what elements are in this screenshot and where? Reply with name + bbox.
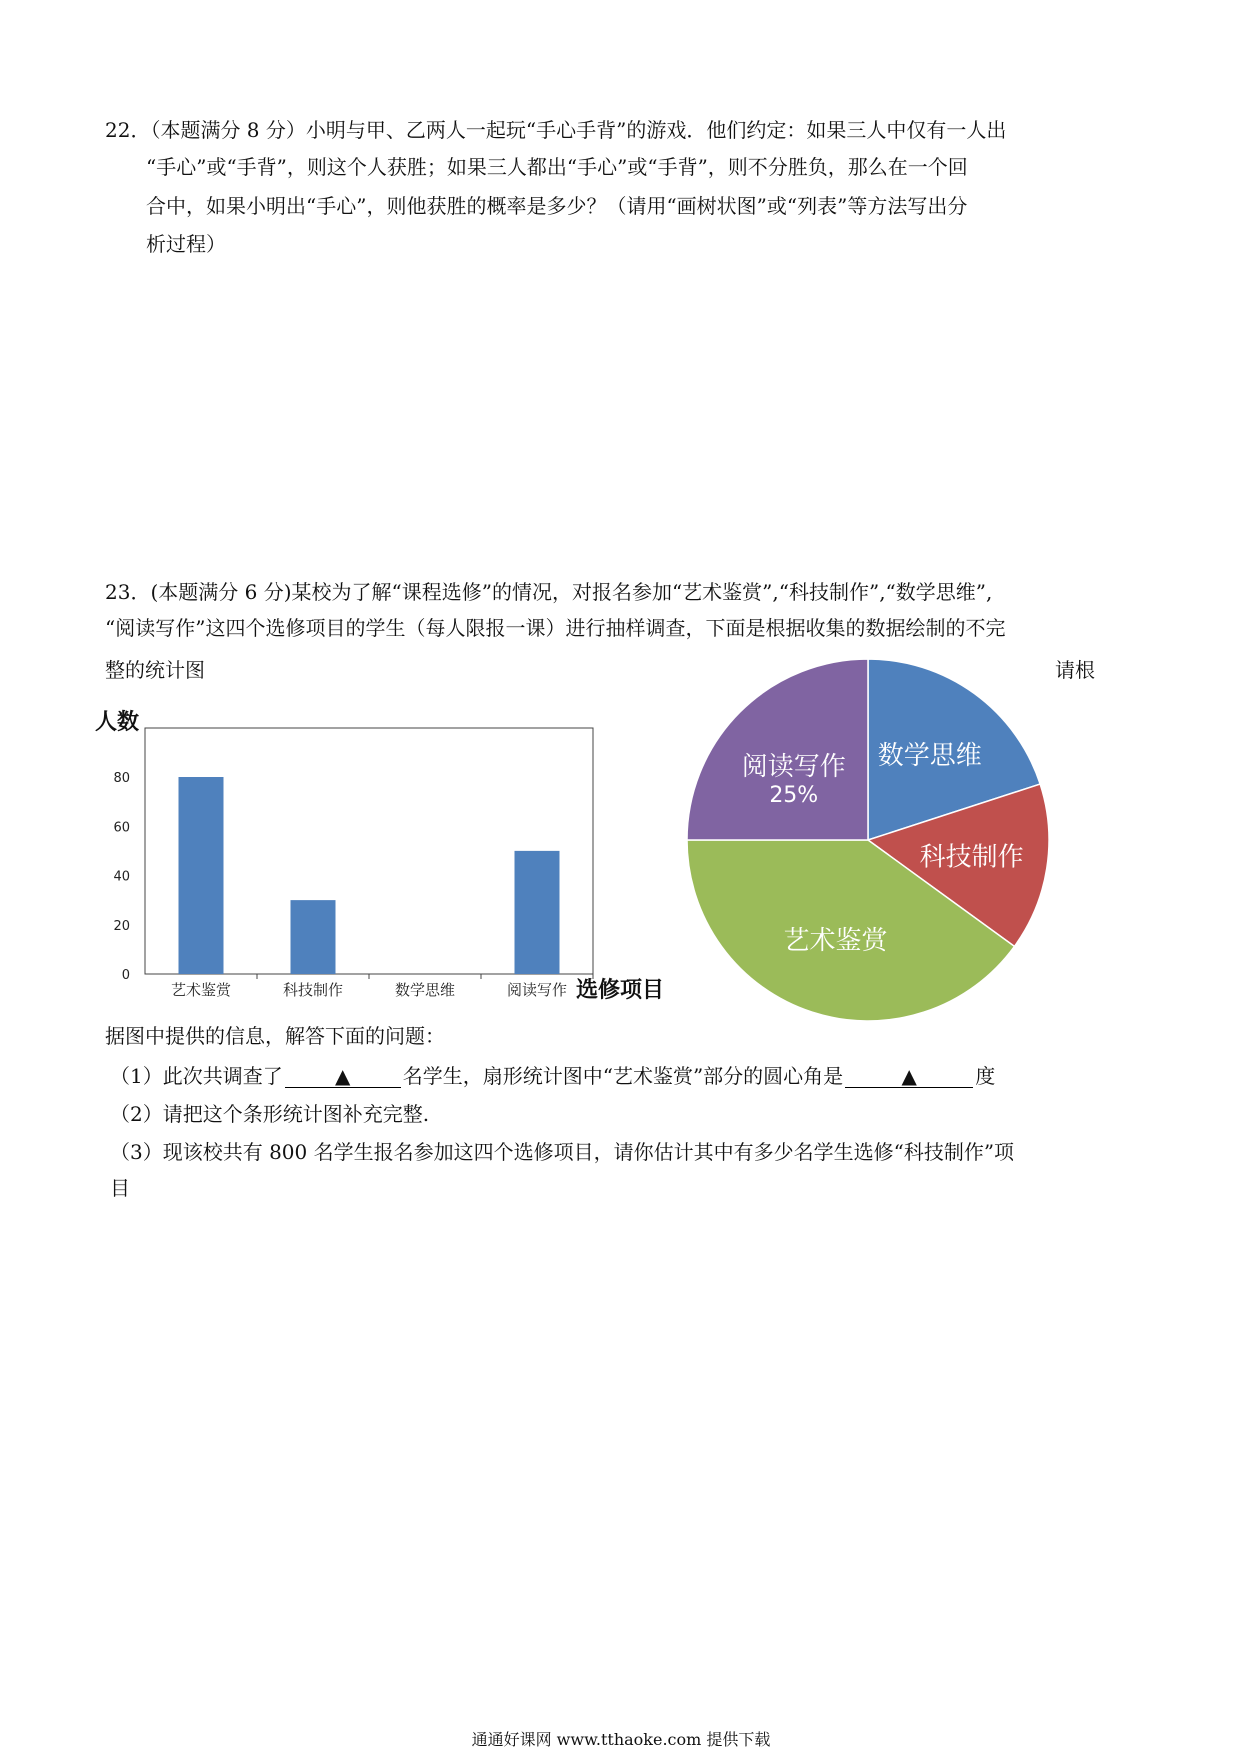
q22-line-1: 22．（本题满分 8 分）小明与甲、乙两人一起玩“手心手背”的游戏．他们约定：如果三人中仅有一人出 xyxy=(105,118,1007,142)
q22-line-4: 析过程） xyxy=(146,232,226,256)
y-tick-label: 40 xyxy=(113,869,130,885)
y-tick-label: 0 xyxy=(121,968,130,983)
bar-4 xyxy=(515,851,560,974)
q23-line-2: “阅读写作”这四个选修项目的学生（每人限报一课）进行抽样调查，下面是根据收集的数据绘制的不完 xyxy=(105,616,1006,640)
q23-side-text: 请根 xyxy=(1055,658,1095,682)
pie-slice-label: 数学思维 xyxy=(877,741,982,772)
q23-part1-text-c: 度 xyxy=(975,1064,996,1088)
answer-blank-count[interactable]: ▲ xyxy=(285,1065,401,1088)
y-tick-label: 60 xyxy=(113,820,130,836)
bar-chart xyxy=(90,695,690,1015)
x-category-label: 阅读写作 xyxy=(506,981,568,999)
q23-after-text: 据图中提供的信息，解答下面的问题： xyxy=(105,1024,445,1048)
q23-line-1: 23．(本题满分 6 分)某校为了解“课程选修”的情况，对报名参加“艺术鉴赏”,“科技制作”,“数学思维”, xyxy=(105,580,993,604)
bar-1 xyxy=(179,777,224,974)
x-category-label: 数学思维 xyxy=(394,981,456,999)
q23-part1-text-a: （1）此次共调查了 xyxy=(110,1064,283,1088)
q23-part1 xyxy=(110,1064,995,1088)
q22-line-3: 合中，如果小明出“手心”，则他获胜的概率是多少？（请用“画树状图”或“列表”等方法写出分 xyxy=(146,194,968,218)
x-category-label: 艺术鉴赏 xyxy=(170,981,232,999)
pie-slice-label: 阅读写作 xyxy=(741,751,846,782)
answer-blank-angle[interactable]: ▲ xyxy=(845,1065,973,1088)
q23-line-3: 整的统计图 xyxy=(105,658,205,682)
q23-part3-line-1: （3）现该校共有 800 名学生报名参加这四个选修项目，请你估计其中有多少名学生选修“科技制作”项 xyxy=(110,1140,1015,1164)
pie-chart xyxy=(678,650,1058,1030)
pie-slice-label: 艺术鉴赏 xyxy=(783,925,888,956)
y-tick-label: 80 xyxy=(113,771,130,786)
x-category-label: 科技制作 xyxy=(282,981,344,999)
bar-chart-ylabel: 人数 xyxy=(95,710,140,735)
bar-chart-xlabel: 选修项目 xyxy=(576,978,665,1003)
pie-slice-label: 科技制作 xyxy=(919,842,1024,873)
q22-line-2: “手心”或“手背”，则这个人获胜；如果三人都出“手心”或“手背”，则不分胜负，那么在一个回 xyxy=(146,155,968,179)
pie-slice-4 xyxy=(687,659,868,840)
y-tick-label: 20 xyxy=(113,918,130,934)
q23-part3-line-2: 目 xyxy=(110,1176,130,1200)
bar-2 xyxy=(291,900,336,974)
q23-part2: （2）请把这个条形统计图补充完整. xyxy=(110,1102,430,1126)
page-footer: 通通好课网 www.tthaoke.com 提供下载 xyxy=(471,1730,771,1749)
q23-part1-text-b: 名学生，扇形统计图中“艺术鉴赏”部分的圆心角是 xyxy=(402,1064,844,1088)
pie-slice-percent: 25% xyxy=(769,782,819,808)
